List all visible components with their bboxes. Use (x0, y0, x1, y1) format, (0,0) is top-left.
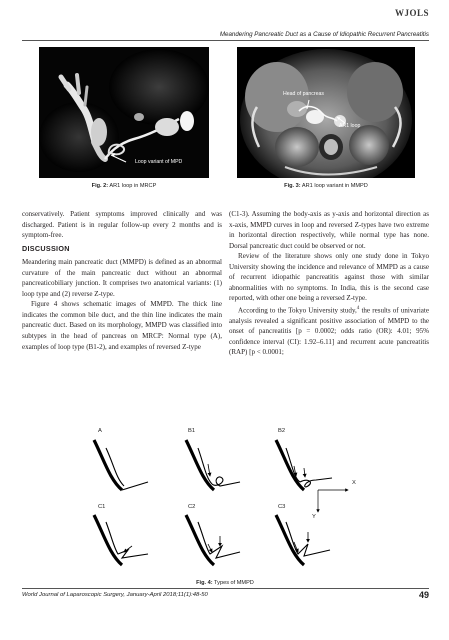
figure-3-image (237, 47, 415, 178)
running-title: Meandering Pancreatic Duct as a Cause of Idiopathic Recurrent Pancreatitis (219, 31, 429, 38)
axis-y-label: Y (312, 514, 316, 520)
figure-4-svg (86, 420, 366, 580)
label-c1: C1 (98, 504, 106, 510)
figure-2-caption-label: Fig. 2: (91, 183, 109, 189)
figure-4-caption-text: Types of MMPD (212, 580, 254, 586)
right-paragraph-3-pre: According to the Tokyo University study, (238, 306, 357, 315)
right-paragraph-1: (C1-3). Assuming the body-axis as y-axis and horizontal direction as x-axis, MMPD curves in loop and reversed Z-types have two extreme in horizontal direction respectively, while normal type has none. Dorsal pancreatic duct could be observed or not. (229, 210, 429, 250)
figure-4-caption-label: Fig. 4: (196, 580, 213, 586)
type-c1-diagram (94, 515, 148, 565)
page-number: 49 (418, 590, 429, 600)
figure-2-caption (39, 183, 209, 189)
right-paragraph-2: Review of the literature shows only one study done in Tokyo University showing the incidence and relevance of MMPD as a cause of recurrent idiopathic pancreatitis against those with similar abnormalities with no symptoms. In India, this is the second case reported, with other one being a reversed Z-type. (229, 252, 429, 303)
type-b1-diagram (186, 440, 240, 490)
label-c2: C2 (188, 504, 196, 510)
left-paragraph-1: conservatively. Patient symptoms improved clinically and was discharged. Patient is in regular follow-up every 2 months and is symptom-free. (22, 210, 222, 240)
section-heading-discussion: DISCUSSION (22, 243, 70, 253)
figure-4-caption (150, 580, 300, 586)
citation-superscript: 4 (356, 305, 360, 311)
label-b2: B2 (278, 428, 286, 434)
axis-indicator (318, 490, 348, 512)
left-paragraph-3: Figure 4 shows schematic images of MMPD. The thick line indicates the common bile duct, and the thin line indicates the main pancreatic duct. Based on its morphology, MMPD was classified into subtypes in the head of pancreas on MRCP: Normal type (A), examples of loop type (B1-2), and examples of reversed Z-type (22, 300, 222, 351)
right-paragraph-3 (229, 304, 429, 358)
figure-3-caption (237, 183, 415, 189)
label-c3: C3 (278, 504, 286, 510)
footer-rule (22, 588, 429, 589)
right-column (229, 209, 429, 358)
figure-4-diagram (86, 420, 366, 580)
left-column (22, 209, 222, 352)
left-paragraph-2: Meandering main pancreatic duct (MMPD) is defined as an abnormal curvature of the main pancreatic duct without an abnormal pancreaticobiliary junction. It comprises two anatomical variants: (1) loop type and (2) reverse Z-type. (22, 258, 222, 298)
label-a: A (98, 428, 102, 434)
type-b2-diagram (276, 440, 332, 490)
label-b1: B1 (188, 428, 196, 434)
figure-2-caption-text: AR1 loop in MRCP (108, 183, 157, 189)
right-paragraph-3-post: the results of univariate analysis revealed a significant positive association of MMPD to the onset of pancreatitis [p = 0.0002; odds ratio (OR): 4.01; 95% confidence interval (CI): 1.92–6.11] and recurrent acute pancreatitis (RAP) [p < 0.0001; (229, 306, 429, 357)
type-c3-diagram (276, 515, 330, 565)
journal-abbrev: WJOLS (394, 8, 429, 18)
figure-3-caption-text: AR1 loop variant in MMPD (300, 183, 368, 189)
type-c2-diagram (186, 515, 240, 565)
header-rule (22, 40, 429, 41)
figure-3-caption-label: Fig. 3: (284, 183, 301, 189)
type-a-diagram (94, 440, 148, 490)
axis-x-label: X (352, 480, 356, 486)
figure-2-annotation: Loop variant of MPD (135, 159, 183, 165)
figure-3-annotation-loop: AR1 loop (339, 123, 361, 129)
figure-2-image (39, 47, 209, 178)
figure-3-annotation-head: Head of pancreas (283, 91, 324, 97)
footer-journal-info: World Journal of Laparoscopic Surgery, January-April 2018;11(1):48-50 (22, 592, 208, 598)
